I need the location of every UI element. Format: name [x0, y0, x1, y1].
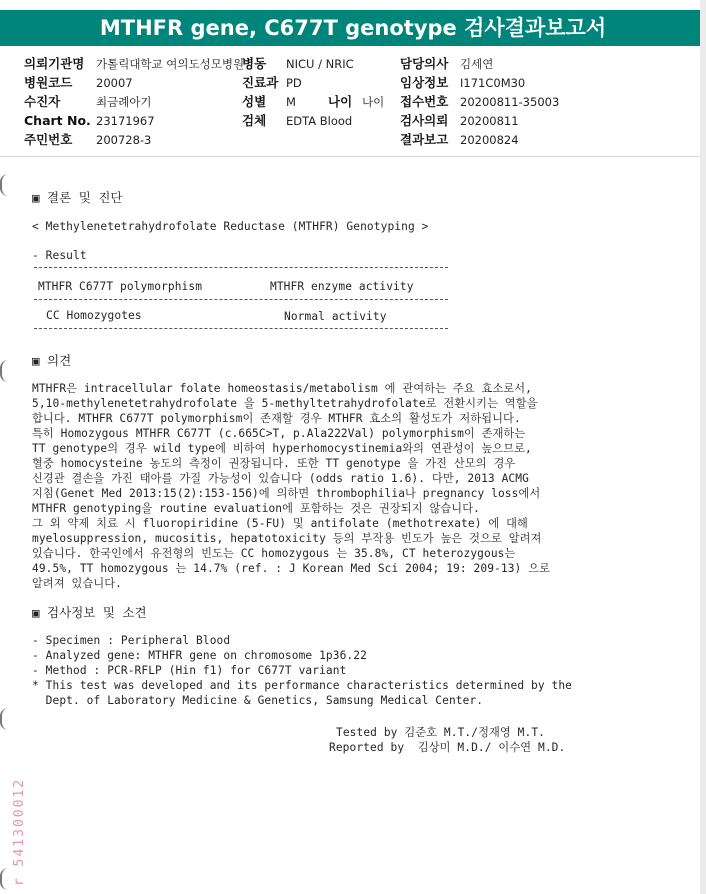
info-value-specimen: EDTA Blood — [286, 114, 353, 128]
opinion-line: myelosuppression, mucositis, hepatotoxicity 등의 부작용 빈도가 높은 것으로 알려져 — [32, 532, 542, 545]
info-label-patient: 수진자 — [24, 94, 61, 109]
info-value-report-date: 20200824 — [460, 133, 519, 147]
info-value-ward: NICU / NRIC — [286, 57, 354, 71]
info-value-accession: 20200811-35003 — [460, 95, 560, 109]
report-title: MTHFR gene, C677T genotype 검사결과보고서 — [0, 10, 706, 46]
test-info-line: - Analyzed gene: MTHFR gene on chromosome 1p36.22 — [32, 649, 367, 662]
margin-mark — [0, 708, 8, 730]
info-value-department: PD — [286, 76, 302, 90]
opinion-line: MTHFR genotyping을 routine evaluation에 포함하는 것은 권장되지 않습니다. — [32, 502, 480, 515]
margin-mark — [0, 360, 8, 382]
info-label-report-date: 결과보고 — [400, 132, 449, 147]
side-barcode-number — [12, 746, 32, 886]
info-label-institution: 의뢰기관명 — [24, 56, 85, 71]
info-label-doctor: 담당의사 — [400, 56, 449, 71]
info-value-resident-no: 200728-3 — [96, 133, 152, 147]
info-label-chart-no: Chart No. — [24, 113, 91, 128]
table-header-rule — [34, 299, 448, 300]
info-label-hospital-code: 병원코드 — [24, 75, 73, 90]
opinion-line: 그 외 약제 치료 시 fluoropiridine (5-FU) 및 antifolate (methotrexate) 에 대해 — [32, 517, 528, 530]
header-divider — [0, 156, 706, 157]
result-col2-header: MTHFR enzyme activity — [270, 280, 414, 293]
opinion-line: 합니다. MTHFR C677T polymorphism이 존재할 경우 MTHFR 효소의 활성도가 저하됩니다. — [32, 412, 521, 425]
test-info-line: - Specimen : Peripheral Blood — [32, 634, 231, 647]
opinion-heading: ▣ 의견 — [32, 353, 72, 368]
side-code-text: r 541300012 — [12, 777, 27, 886]
info-label-accession: 접수번호 — [400, 94, 449, 109]
result-activity-value: Normal activity — [284, 310, 387, 323]
info-value-age: 나이 — [362, 95, 385, 109]
opinion-line: 특히 Homozygous MTHFR C677T (c.665C>T, p.Ala222Val) polymorphism이 존재하는 — [32, 427, 526, 440]
table-bottom-rule — [34, 328, 448, 329]
margin-mark — [0, 174, 8, 196]
reported-by: Reported by 김상미 M.D./ 이수연 M.D. — [329, 741, 566, 754]
opinion-line: 있습니다. 한국인에서 유전형의 빈도는 CC homozygous 는 35.8%, CT heterozygous는 — [32, 547, 516, 560]
opinion-line: 49.5%, TT homozygous 는 14.7% (ref. : J Korean Med Sci 2004; 19: 209-13) 으로 — [32, 562, 551, 575]
info-value-doctor: 김세연 — [460, 57, 494, 71]
test-info-line: Dept. of Laboratory Medicine & Genetics, Samsung Medical Center. — [32, 694, 484, 707]
table-top-rule — [34, 267, 448, 268]
test-info-line: - Method : PCR-RFLP (Hin f1) for C677T variant — [32, 664, 347, 677]
test-info-heading: ▣ 검사정보 및 소견 — [32, 605, 147, 620]
opinion-line: 지침(Genet Med 2013:15(2):153-156)에 의하면 thrombophilia나 pregnancy loss에서 — [32, 487, 541, 500]
info-value-patient: 최금례아기 — [96, 95, 152, 109]
info-value-chart-no: 23171967 — [96, 114, 155, 128]
tested-by: Tested by 김준호 M.T./정재영 M.T. — [336, 726, 545, 739]
info-label-sex: 성별 — [242, 94, 267, 109]
info-value-sex: M — [286, 95, 296, 109]
info-label-ward: 병동 — [242, 56, 267, 71]
info-label-resident-no: 주민번호 — [24, 132, 73, 147]
result-subtitle: < Methylenetetrahydrofolate Reductase (MTHFR) Genotyping > — [32, 220, 429, 233]
info-label-age: 나이 — [328, 94, 353, 109]
opinion-line: 알려져 있습니다. — [32, 577, 123, 590]
opinion-line: TT genotype의 경우 wild type에 비하여 hyperhomocystinemia와의 연관성이 높으므로, — [32, 442, 532, 455]
scanned-report-body — [0, 160, 706, 894]
margin-mark — [0, 868, 8, 890]
info-label-specimen: 검체 — [242, 113, 267, 128]
page-edge — [700, 0, 706, 894]
opinion-line: 혈중 homocysteine 농도의 측정이 권장됩니다. 또한 TT genotype 을 가진 산모의 경우 — [32, 457, 516, 470]
info-label-request-date: 검사의뢰 — [400, 113, 449, 128]
opinion-line: 신경관 결손을 가진 태아를 가질 가능성이 있습니다 (odds ratio 1.6). 다만, 2013 ACMG — [32, 472, 529, 485]
info-label-clinical-info: 임상정보 — [400, 75, 449, 90]
result-genotype-value: CC Homozygotes — [46, 309, 142, 322]
result-col1-header: MTHFR C677T polymorphism — [38, 280, 203, 293]
info-value-hospital-code: 20007 — [96, 76, 133, 90]
info-value-clinical-info: I171C0M30 — [460, 76, 526, 90]
opinion-line: 5,10-methylenetetrahydrofolate 을 5-methyltetrahydrofolate로 전환시키는 역할을 — [32, 397, 538, 410]
info-value-institution: 가톨릭대학교 여의도성모병원 — [96, 57, 245, 71]
info-label-department: 진료과 — [242, 75, 279, 90]
result-heading: ▣ 결론 및 진단 — [32, 190, 123, 205]
opinion-line: MTHFR은 intracellular folate homeostasis/metabolism 에 관여하는 주요 효소로서, — [32, 382, 532, 395]
test-info-line: * This test was developed and its performance characteristics determined by the — [32, 679, 572, 692]
info-value-request-date: 20200811 — [460, 114, 519, 128]
result-label: - Result — [32, 249, 87, 262]
